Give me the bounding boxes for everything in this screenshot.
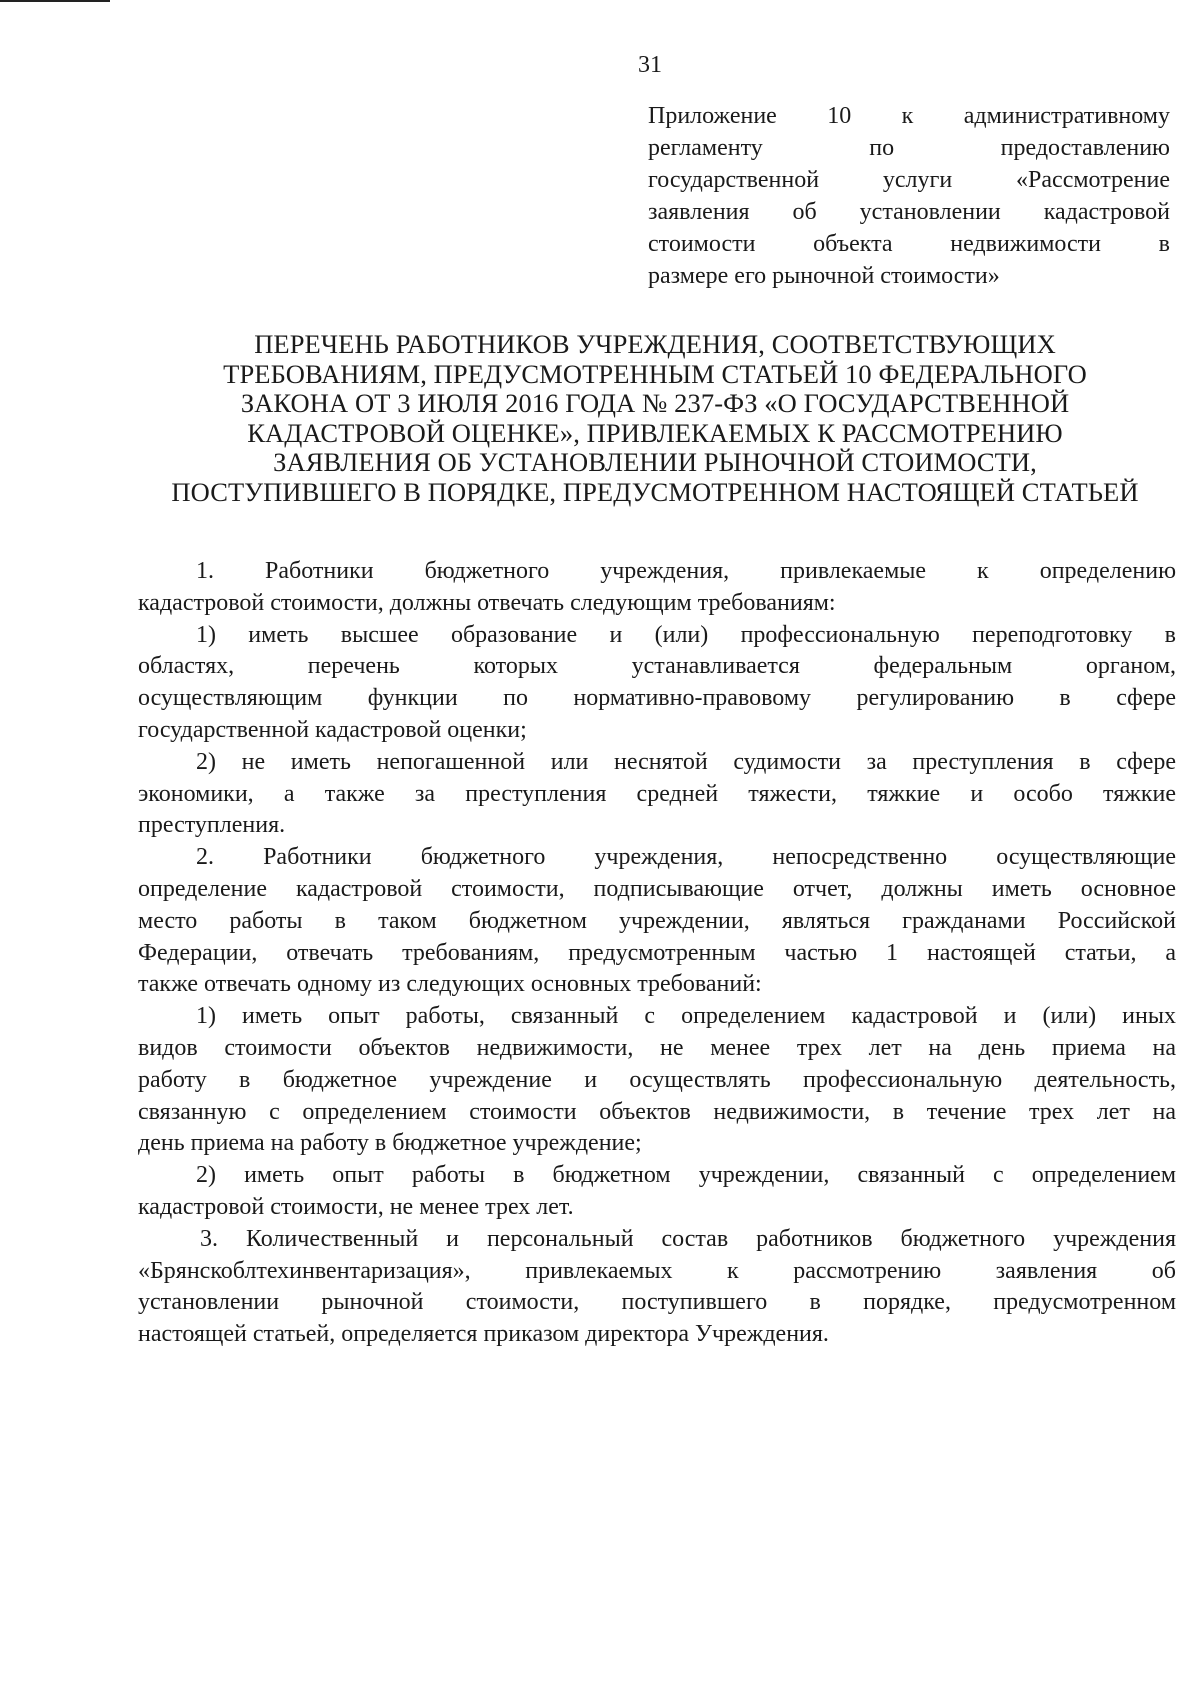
appendix-line: заявления об установлении кадастровой [648,199,1170,225]
body-line: видов стоимости объектов недвижимости, не менее трех лет на день приема на [138,1034,1176,1061]
title-line: ТРЕБОВАНИЯМ, ПРЕДУСМОТРЕННЫМ СТАТЬЕЙ 10 ФЕДЕРАЛЬНОГО [223,358,1087,389]
corner-rule [0,0,110,2]
body-line: настоящей статьей, определяется приказом директора Учреждения. [138,1321,829,1348]
body-line: 1. Работники бюджетного учреждения, привлекаемые к определению [196,558,1176,584]
body-line: связанную с определением стоимости объектов недвижимости, в течение трех лет на [138,1098,1176,1125]
title-line: ПЕРЕЧЕНЬ РАБОТНИКОВ УЧРЕЖДЕНИЯ, СООТВЕТСТВУЮЩИХ [254,329,1056,359]
body-line: также отвечать одному из следующих основных требований: [138,971,762,998]
body-line: кадастровой стоимости, должны отвечать следующим требованиям: [138,589,836,616]
body-line: «Брянскоблтехинвентаризация», привлекаемых к рассмотрению заявления об [138,1257,1176,1284]
body-line: 3. Количественный и персональный состав работников бюджетного учреждения [200,1225,1176,1252]
body-line: 2. Работники бюджетного учреждения, непосредственно осуществляющие [196,844,1176,871]
body-line: 2) не иметь непогашенной или неснятой судимости за преступления в сфере [196,748,1176,775]
page-number: 31 [638,52,662,78]
body-line: 1) иметь опыт работы, связанный с определением кадастровой и (или) иных [196,1003,1176,1030]
document-title [130,330,1180,507]
title-line: ПОСТУПИВШЕГО В ПОРЯДКЕ, ПРЕДУСМОТРЕННОМ НАСТОЯЩЕЙ СТАТЬЕЙ [171,476,1139,507]
body-line: преступления. [138,812,286,839]
appendix-note [648,100,1170,292]
body-line: областях, перечень которых устанавливается федеральным органом, [138,653,1176,680]
body-line: кадастровой стоимости, не менее трех лет. [138,1193,574,1220]
body-line: место работы в таком бюджетном учреждении, являться гражданами Российской [138,907,1176,934]
body-line: 1) иметь высшее образование и (или) профессиональную переподготовку в [196,621,1176,648]
title-line: ЗАКОНА ОТ 3 ИЮЛЯ 2016 ГОДА № 237-ФЗ «О ГОСУДАРСТВЕННОЙ [240,388,1070,418]
body-line: Федерации, отвечать требованиям, предусмотренным частью 1 настоящей статьи, а [138,939,1176,966]
body-line: 2) иметь опыт работы в бюджетном учреждении, связанный с определением [196,1162,1176,1189]
appendix-line: размере его рыночной стоимости» [648,263,1000,289]
appendix-line: государственной услуги «Рассмотрение [648,167,1170,193]
body-line: установлении рыночной стоимости, поступившего в порядке, предусмотренном [138,1289,1176,1316]
title-line: КАДАСТРОВОЙ ОЦЕНКЕ», ПРИВЛЕКАЕМЫХ К РАССМОТРЕНИЮ [247,417,1063,448]
body-line: государственной кадастровой оценки; [138,716,527,743]
document-body [138,556,1176,1351]
appendix-line: регламенту по предоставлению [648,135,1170,161]
body-line: день приема на работу в бюджетное учреждение; [138,1130,642,1157]
body-line: определение кадастровой стоимости, подписывающие отчет, должны иметь основное [138,875,1176,902]
title-line: ЗАЯВЛЕНИЯ ОБ УСТАНОВЛЕНИИ РЫНОЧНОЙ СТОИМОСТИ, [273,447,1037,477]
body-line: осуществляющим функции по нормативно-правовому регулированию в сфере [138,685,1176,712]
appendix-line: стоимости объекта недвижимости в [648,231,1170,257]
appendix-line: Приложение 10 к административному [648,103,1170,129]
body-line: экономики, а также за преступления средней тяжести, тяжкие и особо тяжкие [138,780,1176,807]
body-line: работу в бюджетное учреждение и осуществлять профессиональную деятельность, [138,1066,1176,1093]
